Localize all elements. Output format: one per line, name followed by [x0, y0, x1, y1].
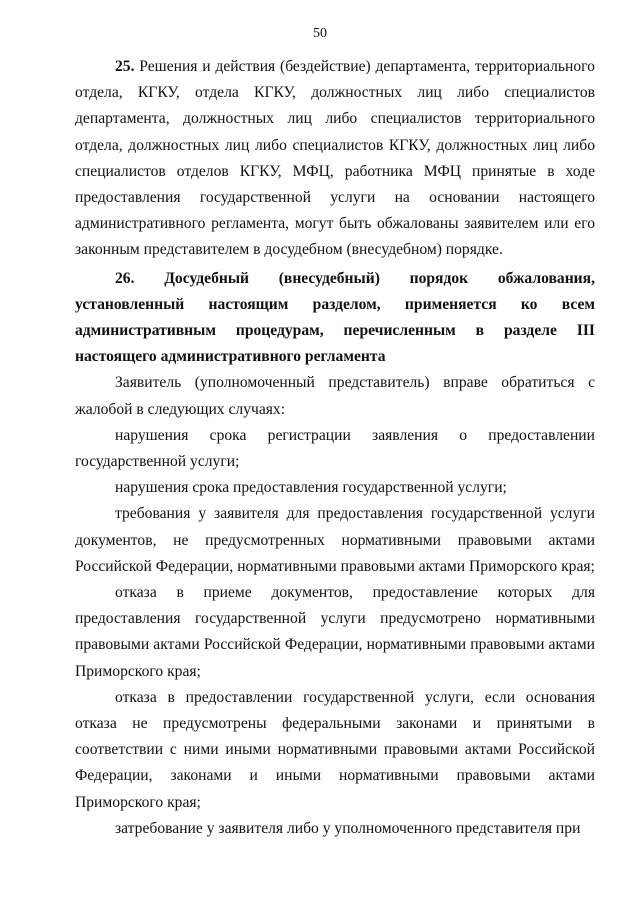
paragraph-case-service-deadline: нарушения срока предоставления государственной услуги; [115, 479, 507, 497]
section-26-heading: 26. Досудебный (внесудебный) порядок обжалования, установленный настоящим разделом, применяется ко всем административным процедурам, перечисленным в разделе III настоящего административного регламента [75, 269, 595, 366]
page-number: 50 [313, 26, 327, 41]
section-25-text: Решения и действия (бездействие) департамента, территориального отдела, КГКУ, отдела КГКУ, должностных лиц либо специалистов департамента, должностных лиц либо специалистов территориального отдела, должностных лиц либо специалистов КГКУ, должностных лиц либо специалистов отделов КГКУ, МФЦ, работника МФЦ принятые в ходе предоставления государственной услуги на основании настоящего административного регламента, могут быть обжалованы заявителем или его законным представителем в досудебном (внесудебном) порядке. [75, 58, 595, 259]
document-body [75, 54, 595, 842]
paragraph-case-demand: затребование у заявителя либо у уполномоченного представителя при [115, 819, 581, 837]
paragraph-case-extra-documents: требования у заявителя для предоставления государственной услуги документов, не предусмотренных нормативными правовыми актами Российской Федерации, нормативными правовыми актами Приморского края; [75, 505, 595, 575]
paragraph-applicant-right: Заявитель (уполномоченный представитель) вправе обратиться с жалобой в следующих случаях: [75, 374, 595, 418]
paragraph-case-registration-deadline: нарушения срока регистрации заявления о предоставлении государственной услуги; [75, 426, 595, 471]
paragraph-case-refusal-service: отказа в предоставлении государственной услуги, если основания отказа не предусмотрены федеральными законами и принятыми в соответствии с ними иными нормативными правовыми актами Российской Федерации, законами и иными нормативными правовыми актами Приморского края; [75, 688, 595, 811]
section-25-number: 25. [115, 58, 135, 75]
paragraph-case-refusal-documents: отказа в приеме документов, предоставление которых для предоставления государственной услуги предусмотрено нормативными правовыми актами Российской Федерации, нормативными правовыми актами Приморского края; [75, 584, 595, 680]
section-25-paragraph [75, 54, 595, 264]
